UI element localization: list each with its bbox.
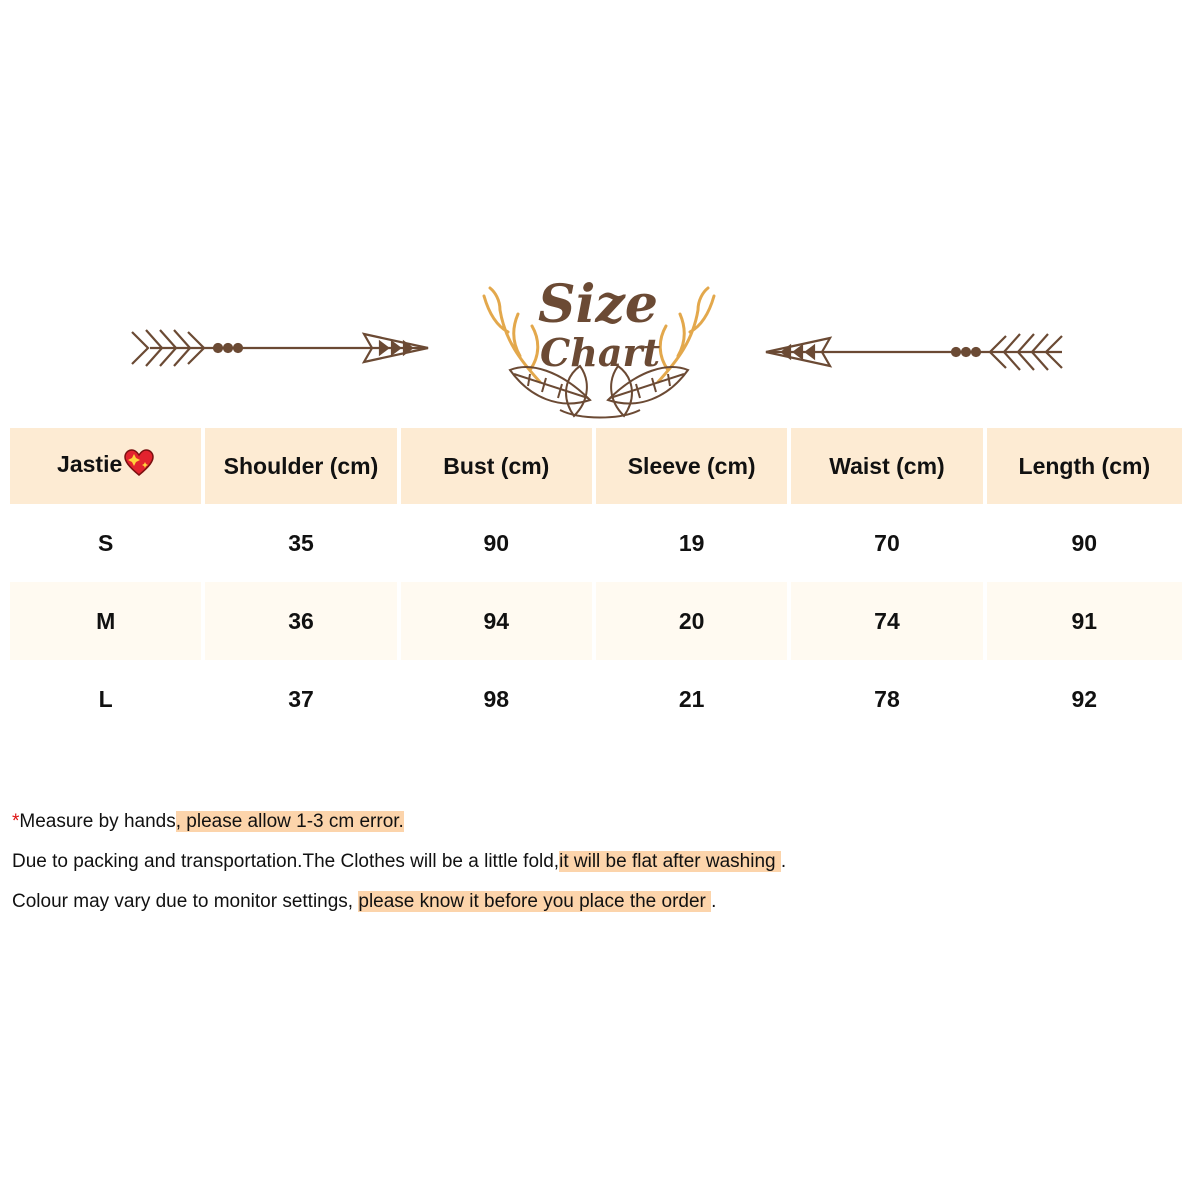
table-cell: M <box>10 582 205 660</box>
table-cell: 94 <box>401 582 596 660</box>
note-tail: . <box>780 851 787 872</box>
table-cell: 35 <box>205 504 400 582</box>
table-cell: 21 <box>596 660 791 738</box>
sparkling-heart-icon <box>124 449 154 483</box>
table-row <box>10 582 1182 660</box>
note-line <box>12 808 786 848</box>
table-row <box>10 660 1182 738</box>
note-tail: . <box>711 891 717 912</box>
column-header: Shoulder (cm) <box>205 428 400 504</box>
title-size: Size <box>538 274 658 335</box>
size-chart-banner <box>0 270 1200 430</box>
column-header <box>10 428 205 504</box>
left-arrow-icon <box>132 330 428 366</box>
column-header: Length (cm) <box>987 428 1182 504</box>
column-header: Waist (cm) <box>791 428 986 504</box>
table-cell: 78 <box>791 660 986 738</box>
table-cell: 90 <box>1071 529 1098 556</box>
note-line <box>12 848 786 888</box>
note-text: Colour may vary due to monitor settings, <box>12 891 359 912</box>
table-cell: 20 <box>596 582 791 660</box>
column-header: Sleeve (cm) <box>596 428 791 504</box>
note-highlight: please know it before you place the order <box>358 891 712 912</box>
column-header: Bust (cm) <box>401 428 596 504</box>
table-cell: 19 <box>596 504 791 582</box>
size-table <box>10 428 1182 738</box>
note-text: Measure by hands <box>19 811 176 832</box>
table-cell: L <box>10 660 205 738</box>
notes <box>12 808 786 928</box>
table-cell: 37 <box>205 660 400 738</box>
note-text: Due to packing and transportation.The Clothes will be a little fold, <box>12 851 560 872</box>
table-cell: S <box>10 504 205 582</box>
table-cell: 92 <box>1071 685 1098 712</box>
table-cell: 74 <box>791 582 986 660</box>
note-highlight: , please allow 1-3 cm error. <box>175 811 404 832</box>
right-arrow-icon <box>766 334 1062 370</box>
note-highlight: it will be flat after washing <box>559 851 781 872</box>
column-header-label: Jastie <box>57 451 123 478</box>
table-row <box>10 504 1182 582</box>
title-chart: Chart <box>539 330 661 375</box>
table-cell: 70 <box>791 504 986 582</box>
asterisk: * <box>12 811 20 832</box>
table-cell: 36 <box>205 582 400 660</box>
note-line <box>12 888 786 928</box>
table-cell: 98 <box>401 660 596 738</box>
table-header-row <box>10 428 1182 504</box>
table-cell: 90 <box>401 504 596 582</box>
table-cell: 91 <box>987 582 1182 660</box>
